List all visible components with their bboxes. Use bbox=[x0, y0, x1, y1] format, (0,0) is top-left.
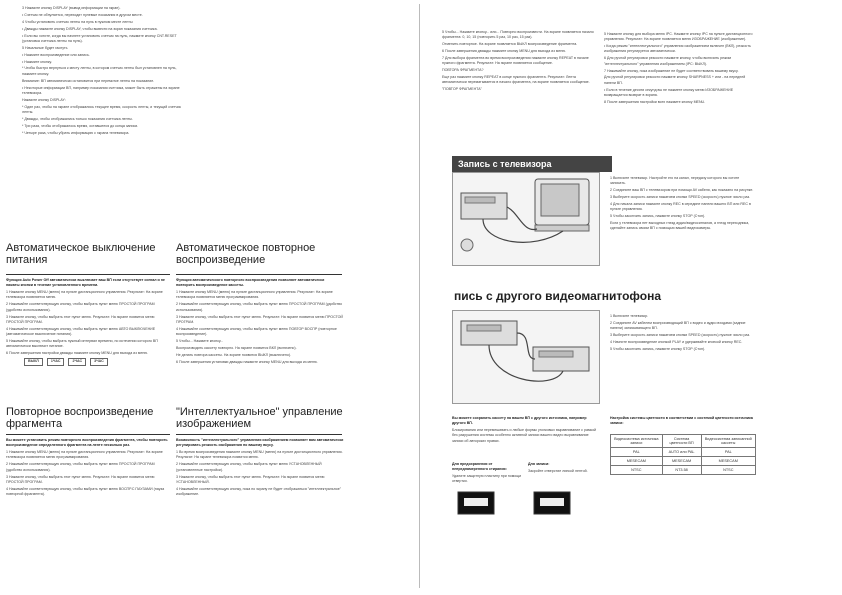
top-instruction-12: * Один раз, чтобы на экране отображались текущее время, скорость ленты, и текущий счетчик ленты. bbox=[22, 104, 181, 114]
sec3-rule bbox=[6, 434, 170, 435]
sec2-body bbox=[176, 278, 344, 367]
sec1-rule bbox=[6, 274, 170, 275]
sec3-step-2: 3 Нажмите кнопку, чтобы выбрать этот пункт меню. Результат: На экране появится меню ПРОСТОЙ ПРОГРАМ. bbox=[6, 474, 155, 484]
top-instruction-11: Нажмите кнопку DISPLAY: bbox=[22, 97, 66, 102]
color-table-cell-1-2: MESECAM bbox=[701, 457, 755, 466]
top-instruction-14: * Три раза, чтобы отображалось время, оставшееся до конца записи. bbox=[22, 123, 139, 128]
right-top-left-line-1: Отменить повторное. На экране появляется ВЫКЛ воспроизведение фрагмента. bbox=[442, 42, 578, 47]
sec4-rule bbox=[176, 434, 342, 435]
sec2-step-2: 3 Нажмите кнопку, чтобы выбрать этот пункт меню. Результат: На экране появится меню ПРОСТОЙ ПРОГРАМ. bbox=[176, 314, 343, 324]
tv-steps bbox=[610, 176, 756, 233]
top-instruction-5: 5 Начальные будет гаснуть bbox=[22, 45, 68, 50]
sec1-step-0: 1 Нажмите кнопку MENU (меню) на пульте дистанционного управления. Результат: На экране телевизора появляется меню. bbox=[6, 290, 163, 300]
right-top-left-line-3: 7 Для выбора фрагмента во время воспроизведения нажмите кнопку REPEAT в начале нужного фрагмента. Результат: На экране появляется сообщение. bbox=[442, 55, 589, 66]
sec2-title: Автоматическое повторное воспроизведение bbox=[176, 242, 316, 266]
top-instructions bbox=[22, 6, 190, 137]
color-table-header-1: Система цветности ВП bbox=[662, 435, 701, 448]
color-table-row bbox=[611, 466, 756, 475]
auto-off-option-3: 3ЧАС bbox=[90, 358, 108, 365]
right-top-left bbox=[442, 30, 594, 94]
right-top-right-line-1: • Когда режим "интеллектуального" управления изображением включен (ВКЛ), резкость изображения регулируется автоматически. bbox=[604, 44, 751, 54]
sec2-step-1: 2 Нажимайте соответствующую кнопку, чтобы выбрать пункт меню ПРОСТОЙ ПРОГРАМ (удобство использования). bbox=[176, 302, 342, 312]
top-instruction-7: • Нажмите кнопку. bbox=[22, 59, 52, 64]
page-gutter bbox=[419, 4, 420, 588]
sec2-steps bbox=[176, 290, 344, 365]
top-instruction-4: • Если вы хотите, когда вы начнете установить счетчик на нуль, нажмите кнопку CNT.RESET (установка счетчика ленты на нуль). bbox=[22, 33, 177, 43]
record-label-heading: Для записи: bbox=[528, 462, 550, 466]
left-page bbox=[4, 4, 416, 588]
sec2-step-7: 6 После завершения установки дважды нажмите кнопку MENU для выхода из меню. bbox=[176, 359, 318, 364]
sec2-intro: Функция автоматического повторного воспроизведения позволяет автоматически повторить воспроизведение кассеты. bbox=[176, 278, 325, 288]
vcr-steps bbox=[610, 314, 756, 354]
cassette-icon-left bbox=[456, 488, 496, 518]
color-table-cell-2-0: NTSC bbox=[611, 466, 663, 475]
sec1-step-3: 4 Нажимайте соответствующую кнопку, чтобы выбрать пункт меню АВТО ВЫКЛЮЧЕНИЕ (автоматическое выключение питания). bbox=[6, 326, 156, 337]
color-table-row bbox=[611, 448, 756, 457]
color-table-cell-1-1: MESECAM bbox=[662, 457, 701, 466]
color-system-table bbox=[610, 434, 756, 475]
right-top-left-line-6: "ПОВТОР ФРАГМЕНТА" bbox=[442, 87, 482, 92]
protect-label-text: Удалите защитную пластину при помощи отвертки. bbox=[452, 474, 522, 484]
right-top-right-line-5: • Если в течение десяти секунд вы не нажмете кнопку меню ИЗОБРАЖЕНИЕ возвращается возврат в экрана. bbox=[604, 87, 734, 97]
sec1-steps bbox=[6, 290, 170, 356]
vcr-section-title: пись с другого видеомагнитофона bbox=[454, 289, 662, 303]
vcr-step-2: 3 Выберите скорость записи нажатием кнопки SPEED (скорость) нужное число раз. bbox=[610, 333, 751, 338]
color-table-heading: Настройка системы цветности в соответствии с системой цветности источника записи: bbox=[610, 416, 753, 426]
vcr-step-1: 2 Соедините AV кабелем воспроизводящий ВП с видео и аудио входами (задние панели) записывающего ВП. bbox=[610, 320, 746, 331]
sec4-steps bbox=[176, 450, 344, 497]
right-page bbox=[426, 4, 838, 588]
sec3-step-1: 2 Нажимайте соответствующую кнопку, чтобы выбрать пункт меню ПРОСТОЙ ПРОГРАМ (удобство использования). bbox=[6, 462, 155, 472]
auto-off-option-2: 2ЧАС bbox=[68, 358, 86, 365]
sec4-step-0: 1 Во время воспроизведения нажмите кнопку MENU (меню) на пульте дистанционного управления. Результат: На экране телевизора появится меню. bbox=[176, 450, 343, 460]
sec2-step-5: Воспроизводить кассету повторно. На экране появится ВКЛ (включено). bbox=[176, 345, 297, 350]
sec1-step-4: 5 Нажимайте кнопку, чтобы выбрать нужный интервал времени, по истечении которого ВП автоматически выключит питание. bbox=[6, 338, 158, 349]
right-top-right-line-3: 7 Нажимайте кнопку, пока изображение не будет соответствовать вашему вкусу. bbox=[604, 68, 739, 73]
right-top-right-line-2: 6 Для ручной регулировки резкости нажмите кнопку, чтобы включить режим "интеллектуального" управления изображением (IPC: ВЫКЛ). bbox=[604, 56, 731, 66]
tv-vcr-diagram bbox=[453, 173, 599, 265]
tv-step-2: 3 Выберите скорость записи нажатием кнопки SPEED (скорость) нужное число раз. bbox=[610, 195, 751, 200]
tv-step-5: Если у телевизора нет выходных гнезд аудио/видеосигналов, а гнезд переходника, сделайте запись своим ВП с помощью вашей видеокамеры. bbox=[610, 221, 750, 231]
sec4-body bbox=[176, 438, 344, 499]
right-top-right-line-0: 5 Нажмите кнопку для выбора меню IPC. Нажмите кнопку IPC на пульте дистанционного управления. Результат: На экране появляется меню ИЗОБРАЖЕНИЕ (изображение). bbox=[604, 32, 753, 42]
sec4-step-1: 2 Нажимайте соответствующую кнопку, чтобы выбрать пункт меню УСТАНОВЛЕННЫЙ (установленные настройки). bbox=[176, 462, 322, 472]
sec2-step-4: 5 Чтобы... Нажмите кнопку... bbox=[176, 338, 224, 343]
protect-label bbox=[452, 462, 522, 486]
tv-step-4: 5 Чтобы закончить запись, нажмите кнопку STOP (Стоп). bbox=[610, 214, 706, 219]
sec1-step-1: 2 Нажимайте соответствующую кнопку, чтобы выбрать пункт меню ПРОСТОЙ ПРОГРАМ (удобство использования). bbox=[6, 302, 155, 312]
sec1-body bbox=[6, 278, 170, 368]
tv-section-title: Запись с телевизора bbox=[452, 156, 612, 172]
sec2-step-3: 4 Нажимайте соответствующую кнопку, чтобы выбрать пункт меню ПОВТОР ВОСПР (повторное воспроизведение). bbox=[176, 326, 337, 337]
tv-step-3: 4 Для начала записи нажмите кнопку REC в середине панели вашего ВП или REC в пульте управления. bbox=[610, 201, 751, 212]
protect-label-heading: Для предохранения от непреднамеренного стирания: bbox=[452, 462, 507, 472]
protect-heading: Вы можете сохранить кассету на вашем ВП с другого источника, например другого ВП. bbox=[452, 416, 587, 426]
sec3-steps bbox=[6, 450, 170, 497]
sec2-rule bbox=[176, 274, 342, 275]
sec1-step-2: 3 Нажмите кнопку, чтобы выбрать этот пункт меню. Результат: На экране появится меню ПРОСТОЙ ПРОГРАМ. bbox=[6, 314, 155, 324]
auto-off-option-0: ВЫКЛ bbox=[24, 358, 43, 365]
tv-connection-illustration bbox=[452, 172, 600, 266]
sec2-step-0: 1 Нажмите кнопку MENU (меню) на пульте дистанционного управления. Результат: На экране телевизора появляется меню программирования. bbox=[176, 290, 333, 300]
color-table-cell-2-1: NT3.58 bbox=[662, 466, 701, 475]
color-table-cell-1-0: MESECAM bbox=[611, 457, 663, 466]
color-table-cell-0-0: PAL bbox=[611, 448, 663, 457]
top-instruction-6: • Нажмите воспроизведение или запись. bbox=[22, 52, 90, 57]
sec1-title: Автоматическое выключение питания bbox=[6, 242, 156, 266]
sec3-body bbox=[6, 438, 170, 499]
sec4-intro: Возможность "интеллектуального" управления изображением позволяет вам автоматически регулировать резкость изображения по вашему вкусу. bbox=[176, 438, 344, 448]
right-top-right-line-4: Для ручной регулировки резкости нажмите кнопку SHARPNESS + или - на передней панели ВП. bbox=[604, 75, 746, 85]
top-instruction-2: 4 Чтобы установить счетчик ленты на нуль в нужном месте ленты bbox=[22, 19, 133, 24]
sec4-step-2: 3 Нажмите кнопку, чтобы выбрать этот пункт меню. Результат: На экране появится меню УСТАНОВЛЕННЫЙ. bbox=[176, 474, 325, 484]
tv-step-0: 1 Включите телевизор. Настройте его на канал, передачу которого вы хотите записать. bbox=[610, 176, 740, 186]
sec1-options bbox=[24, 358, 170, 365]
right-top-left-line-2: 6 После завершения дважды нажмите кнопку MENU для выхода из меню. bbox=[442, 49, 567, 54]
color-table-header-0: Видеосистема источника записи bbox=[611, 435, 663, 448]
top-instruction-13: * Дважды, чтобы отображались только показания счетчика ленты. bbox=[22, 116, 133, 121]
vcr-step-4: 5 Чтобы закончить запись, нажмите кнопку STOP (Стоп). bbox=[610, 346, 706, 351]
right-top-right-line-6: 8 После завершения настройки всех нажмите кнопку MENU. bbox=[604, 99, 706, 104]
vcr-vcr-diagram bbox=[453, 311, 599, 403]
color-table-row bbox=[611, 457, 756, 466]
top-instruction-0: 3 Нажмите кнопку DISPLAY (вывод информации на экран). bbox=[22, 6, 121, 10]
top-instruction-10: • Некоторые информации ВП, например показания счетчика, может быть отражены на экране телевизора. bbox=[22, 85, 180, 95]
color-table-cell-0-1: AUTO или PAL bbox=[662, 448, 701, 457]
sec3-step-0: 1 Нажмите кнопку MENU (меню) на пульте дистанционного управления. Результат: На экране телевизора появляется меню программирования. bbox=[6, 450, 163, 460]
right-top-left-line-0: 5 Чтобы... Нажмите кнопку... или... Повторно воспроизвести. На экране появляется начало фрагмента: 0, 10, 15 (повторить 5 раз, 10 раз, 15 раз). bbox=[442, 30, 594, 40]
vcr-step-3: 4 Начните воспроизведение кнопкой PLAY и удерживайте кнопкой кнопку REC. bbox=[610, 339, 743, 344]
vcr-connection-illustration bbox=[452, 310, 600, 404]
sec2-step-6: Не делать повтора кассеты. На экране появится ВЫКЛ (выключено). bbox=[176, 352, 292, 357]
sec4-title: "Интеллектуальное" управление изображением bbox=[176, 406, 343, 430]
vcr-step-0: 1 Включите телевизор. bbox=[610, 314, 649, 318]
color-table-cell-0-2: PAL bbox=[701, 448, 755, 457]
top-instruction-8: * Чтобы быстро вернуться к месту ленты, в котором счетчик ленты был установлен на нуль, нажмите кнопку. bbox=[22, 66, 177, 76]
protect-block bbox=[452, 416, 600, 446]
right-top-right bbox=[604, 32, 754, 107]
record-label-text: Закройте отверстие липкой лентой. bbox=[528, 468, 588, 473]
record-label bbox=[528, 462, 600, 476]
top-instruction-15: * Четыре раза, чтобы убрать информацию с экрана телевизора. bbox=[22, 130, 130, 135]
sec3-title: Повторное воспроизведение фрагмента bbox=[6, 406, 154, 430]
right-top-left-line-5: Еще раз нажмите кнопку REPEAT в конце нужного фрагмента. Результат: Лента автоматически перематывается в начало фрагмента, на экране появляется сообщение. bbox=[442, 75, 590, 85]
protect-text: Блокирования или перемешивать и любые формы уголковых выравнивание с рамкой без разрушения системы особенно активной записи вашего видео выравнивание записи об авторских правах. bbox=[452, 428, 597, 443]
cassette-icon-right bbox=[532, 488, 572, 518]
color-table-header-2: Видеосистема записанной кассеты bbox=[701, 435, 755, 448]
tv-step-1: 2 Соедините ваш ВП с телевизором при помощи AV кабеля, как показано на рисунке. bbox=[610, 188, 754, 193]
color-table-cell-2-2: NTSC bbox=[701, 466, 755, 475]
top-instruction-1: • Счетчик не обнуляется, переходит нулевые показания в другом месте. bbox=[22, 12, 143, 17]
sec3-intro: Вы можете установить режим повторного воспроизведения фрагмента, чтобы повторить воспроизведение определенного фрагмента на ленте несколько раз. bbox=[6, 438, 168, 448]
sec1-intro: Функция Auto Power Off автоматически выключает ваш ВП если отсутствует сигнал и не нажаты кнопки в течение установленного времени. bbox=[6, 278, 165, 288]
auto-off-option-1: 1ЧАС bbox=[47, 358, 65, 365]
top-instruction-9: Внимание: ВП автоматически остановится при перемотке ленты на показание. bbox=[22, 78, 155, 83]
right-top-left-line-4: ПОВТОРА ФРАГМЕНТА? bbox=[442, 68, 484, 73]
sec1-step-5: 6 После завершения настройки дважды нажмите кнопку MENU для выхода из меню. bbox=[6, 351, 149, 356]
top-instruction-3: • Дважды нажмите кнопку DISPLAY, чтобы вывести на экран показания счетчика. bbox=[22, 26, 158, 31]
sec3-step-3: 4 Нажимайте соответствующую кнопку, чтобы выбрать пункт меню ВОСПР.С ПАУЗАМИ (пауза повторной фрагмента). bbox=[6, 486, 165, 497]
sec4-step-3: 4 Нажимайте соответствующую кнопку, пока по экрану не будет отображаться "интеллектуальное" изображение. bbox=[176, 486, 342, 497]
